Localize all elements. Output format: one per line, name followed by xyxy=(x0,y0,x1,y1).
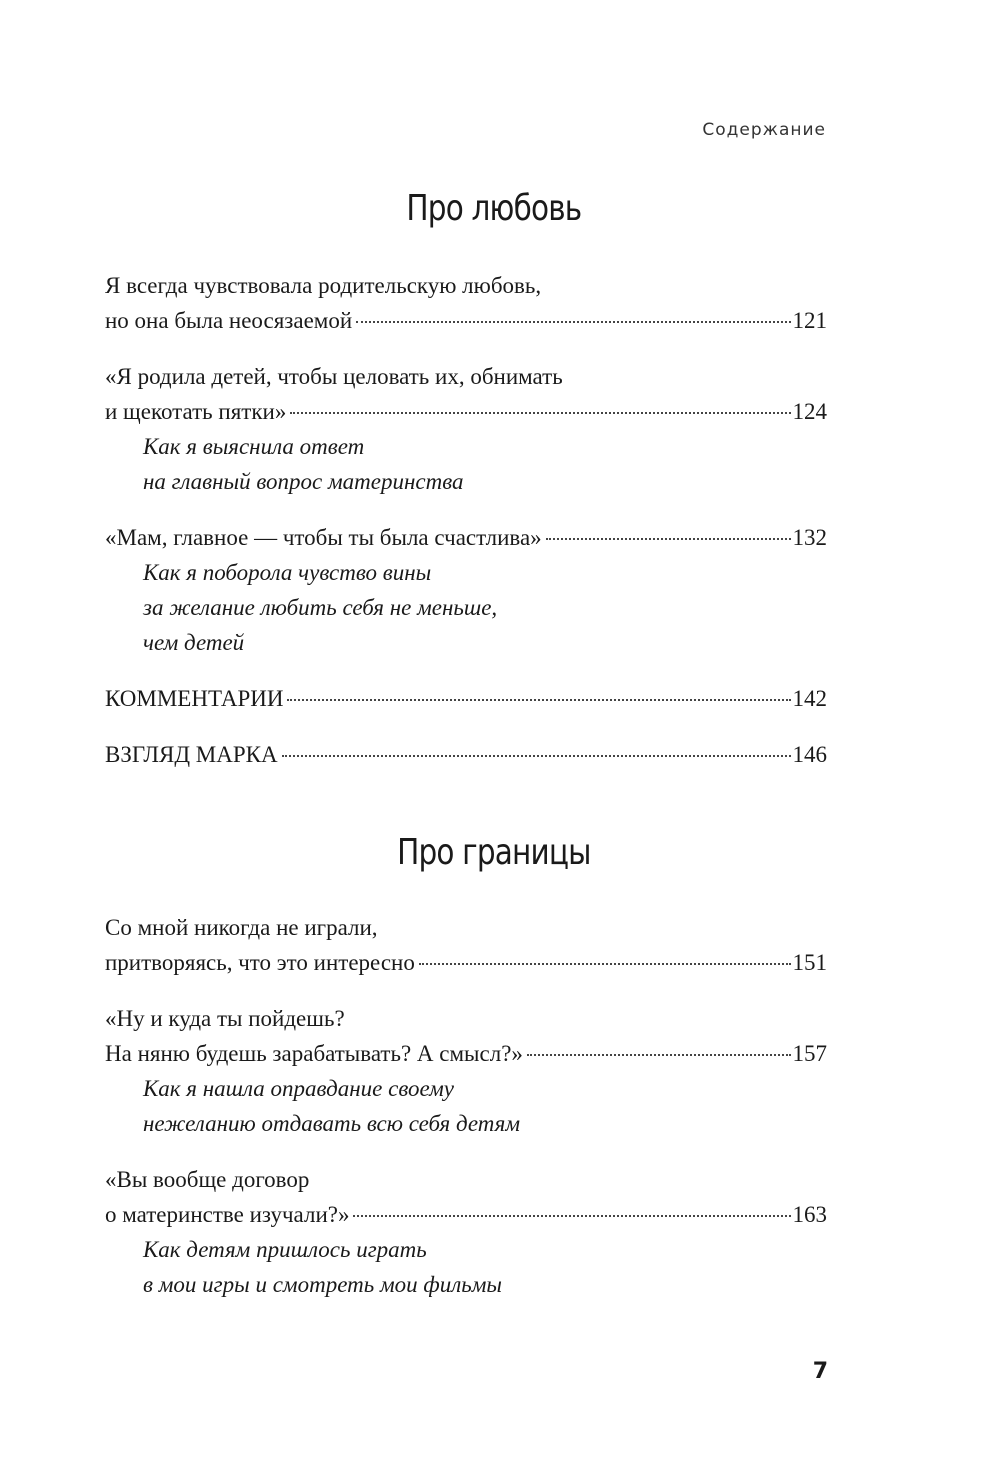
running-head: Содержание xyxy=(702,120,826,140)
entry-subtitle-line: чем детей xyxy=(143,630,245,655)
entry-title-line: Со мной никогда не играли, xyxy=(105,915,378,940)
dot-leader xyxy=(419,962,791,965)
toc-entry xyxy=(105,910,827,980)
toc-entry xyxy=(105,681,827,716)
entry-title-line: Я всегда чувствовала родительскую любовь, xyxy=(105,273,542,298)
entry-page: 146 xyxy=(792,742,827,767)
entry-title-line: но она была неосязаемой xyxy=(105,308,353,333)
dot-leader xyxy=(353,1214,790,1217)
entry-title-line: и щекотать пятки» xyxy=(105,399,287,424)
entry-page: 124 xyxy=(792,399,827,424)
entry-title-line: притворяясь, что это интересно xyxy=(105,950,415,975)
section-title-love: Про любовь xyxy=(406,188,582,229)
dot-leader xyxy=(290,411,790,414)
entry-title-line: «Я родила детей, чтобы целовать их, обнимать xyxy=(105,364,563,389)
entry-title-line: «Мам, главное — чтобы ты была счастлива» xyxy=(105,525,542,550)
toc-entry xyxy=(105,268,827,338)
dot-leader xyxy=(356,320,790,323)
toc-section-boundaries xyxy=(105,910,827,1323)
entry-title-line: о материнстве изучали?» xyxy=(105,1202,350,1227)
entry-title-line: ВЗГЛЯД МАРКА xyxy=(105,742,278,767)
entry-subtitle-line: на главный вопрос материнства xyxy=(143,469,464,494)
entry-title-line: «Вы вообще договор xyxy=(105,1167,310,1192)
entry-subtitle-line: Как детям пришлось играть xyxy=(143,1237,427,1262)
entry-page: 121 xyxy=(792,308,827,333)
toc-section-love xyxy=(105,268,827,793)
page-number: 7 xyxy=(812,1359,828,1384)
entry-page: 142 xyxy=(792,686,827,711)
toc-entry xyxy=(105,1001,827,1141)
dot-leader xyxy=(527,1053,791,1056)
entry-subtitle-line: Как я нашла оправдание своему xyxy=(143,1076,455,1101)
entry-page: 163 xyxy=(792,1202,827,1227)
entry-subtitle-line: Как я выяснила ответ xyxy=(143,434,365,459)
section-title-boundaries: Про границы xyxy=(397,832,591,873)
toc-entry xyxy=(105,520,827,660)
dot-leader xyxy=(546,537,791,540)
entry-subtitle-line: в мои игры и смотреть мои фильмы xyxy=(143,1272,502,1297)
entry-title-line: КОММЕНТАРИИ xyxy=(105,686,284,711)
entry-title-line: «Ну и куда ты пойдешь? xyxy=(105,1006,345,1031)
entry-page: 132 xyxy=(792,525,827,550)
toc-entry xyxy=(105,737,827,772)
toc-entry xyxy=(105,1162,827,1302)
entry-page: 157 xyxy=(792,1041,827,1066)
entry-title-line: На няню будешь зарабатывать? А смысл?» xyxy=(105,1041,523,1066)
entry-page: 151 xyxy=(792,950,827,975)
dot-leader xyxy=(282,754,791,757)
toc-entry xyxy=(105,359,827,499)
dot-leader xyxy=(287,698,790,701)
entry-subtitle-line: за желание любить себя не меньше, xyxy=(143,595,498,620)
entry-subtitle-line: нежеланию отдавать всю себя детям xyxy=(143,1111,521,1136)
entry-subtitle-line: Как я поборола чувство вины xyxy=(143,560,432,585)
